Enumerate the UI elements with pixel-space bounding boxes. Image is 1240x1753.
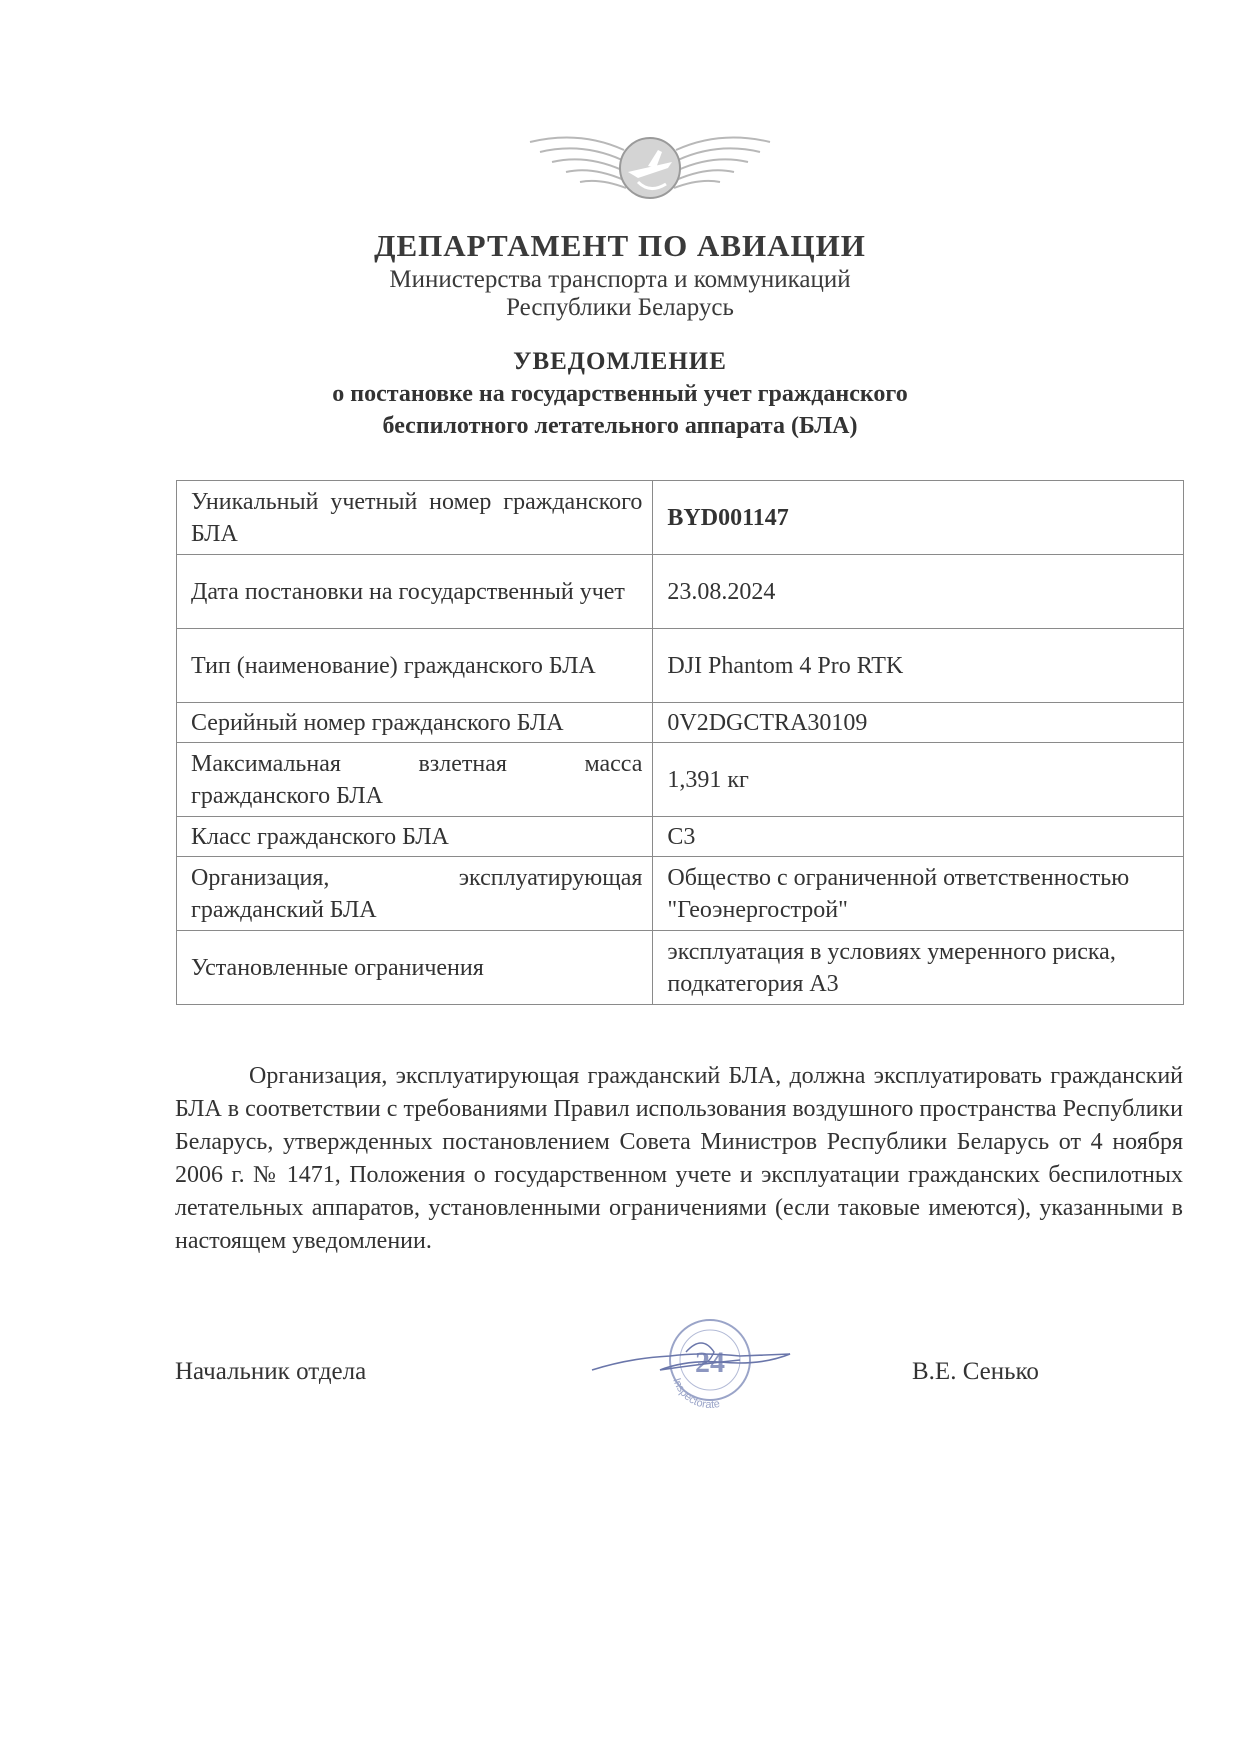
ministry-line-2: Республики Беларусь [506, 294, 734, 321]
row-label: Установленные ограничения [177, 931, 653, 1005]
svg-text:Inspectorate: Inspectorate [670, 1376, 722, 1412]
department-title: ДЕПАРТАМЕНТ ПО АВИАЦИИ [374, 228, 866, 263]
row-value: DJI Phantom 4 Pro RTK [653, 629, 1184, 703]
row-value: 0V2DGCTRA30109 [653, 703, 1184, 743]
row-value: 1,391 кг [653, 743, 1184, 817]
notice-subtitle-line-2: беспилотного летательного аппарата (БЛА) [382, 413, 858, 439]
table-row [177, 629, 1184, 703]
row-label: Организация, эксплуатирующая гражданский БЛА [177, 857, 653, 931]
notice-subtitle-line-1: о постановке на государственный учет гражданского [332, 381, 908, 407]
table-row [177, 857, 1184, 931]
row-label: Максимальная взлетная масса гражданского БЛА [177, 743, 653, 817]
row-label: Тип (наименование) гражданского БЛА [177, 629, 653, 703]
registry-table [176, 480, 1184, 1005]
row-value: эксплуатация в условиях умеренного риска, подкатегория A3 [653, 931, 1184, 1005]
table-row [177, 817, 1184, 857]
row-label: Серийный номер гражданского БЛА [177, 703, 653, 743]
row-label: Уникальный учетный номер гражданского БЛА [177, 481, 653, 555]
svg-text:24: 24 [695, 1346, 725, 1379]
body-paragraph: Организация, эксплуатирующая гражданский БЛА, должна эксплуатировать гражданский БЛА в соответствии с требованиями Правил использования воздушного пространства Республики Беларусь, утвержденных постановлением Совета Министров Республики Беларусь от 4 ноября 2006 г. № 1471, Положения о государственном учете и эксплуатации гражданских беспилотных летательных аппаратов, установленными ограничениями (если таковые имеются), указанными в настоящем уведомлении. [175, 1063, 1183, 1254]
row-value: Общество с ограниченной ответственностью "Геоэнергострой" [653, 857, 1184, 931]
ministry-line-1: Министерства транспорта и коммуникаций [389, 266, 851, 293]
signatory-name: В.Е. Сенько [912, 1358, 1039, 1385]
table-row [177, 703, 1184, 743]
row-value: 23.08.2024 [653, 555, 1184, 629]
table-row [177, 481, 1184, 555]
row-label: Дата постановки на государственный учет [177, 555, 653, 629]
row-value: C3 [653, 817, 1184, 857]
table-row [177, 743, 1184, 817]
notice-title: УВЕДОМЛЕНИЕ [513, 348, 727, 375]
signatory-position: Начальник отдела [175, 1358, 367, 1385]
signature-stamp [590, 1308, 830, 1418]
row-value: BYD001147 [653, 481, 1184, 555]
row-label: Класс гражданского БЛА [177, 817, 653, 857]
table-row [177, 555, 1184, 629]
aviation-emblem-icon [520, 120, 780, 220]
table-row [177, 931, 1184, 1005]
